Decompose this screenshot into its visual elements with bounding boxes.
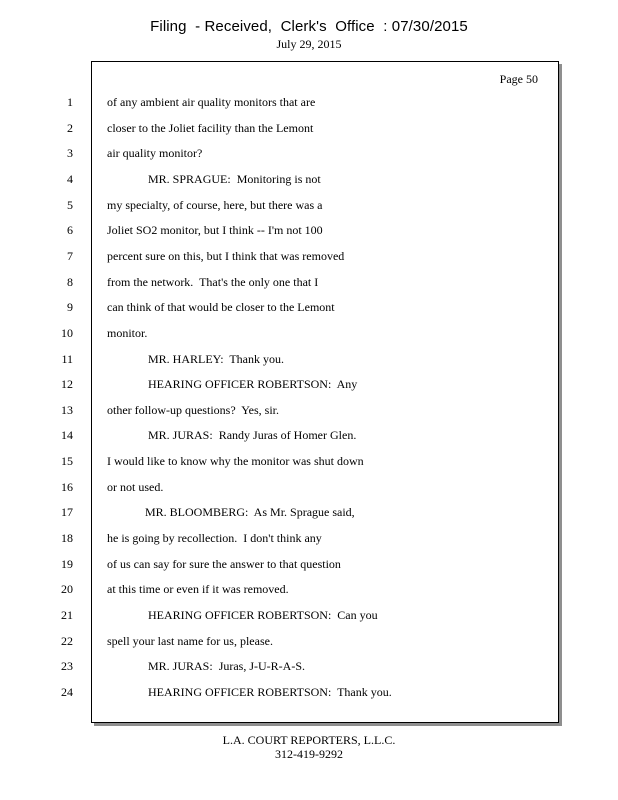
- line-text: HEARING OFFICER ROBERTSON: Any: [148, 377, 358, 391]
- line-number: 4: [67, 172, 73, 186]
- filing-stamp: Filing - Received, Clerk's Office : 07/30/2015: [150, 18, 468, 35]
- line-number: 20: [61, 582, 73, 596]
- line-number: 6: [67, 223, 73, 237]
- line-text: monitor.: [107, 326, 148, 340]
- page-number: Page 50: [499, 72, 538, 86]
- line-text: MR. JURAS: Juras, J-U-R-A-S.: [148, 659, 306, 673]
- line-number: 3: [67, 146, 73, 160]
- line-number: 9: [67, 300, 73, 314]
- line-text: other follow-up questions? Yes, sir.: [107, 403, 279, 417]
- line-number: 12: [61, 377, 73, 391]
- line-text: he is going by recollection. I don't think any: [107, 531, 322, 545]
- line-text: air quality monitor?: [107, 146, 203, 160]
- line-number: 10: [61, 326, 73, 340]
- line-text: my specialty, of course, here, but there was a: [107, 198, 323, 212]
- line-text: from the network. That's the only one that I: [107, 275, 319, 289]
- line-text: MR. SPRAGUE: Monitoring is not: [148, 172, 321, 186]
- transcript-page: [61, 61, 559, 723]
- line-text: at this time or even if it was removed.: [107, 582, 289, 596]
- line-number: 24: [61, 685, 73, 699]
- line-number: 14: [61, 428, 73, 442]
- line-number: 5: [67, 198, 73, 212]
- line-number: 23: [61, 659, 73, 673]
- line-text: I would like to know why the monitor was shut down: [107, 454, 364, 468]
- line-number: 18: [61, 531, 73, 545]
- line-number: 16: [61, 480, 73, 494]
- line-number: 15: [61, 454, 73, 468]
- line-text: can think of that would be closer to the Lemont: [107, 300, 335, 314]
- line-text: of us can say for sure the answer to that question: [107, 557, 341, 571]
- line-text: or not used.: [107, 480, 164, 494]
- hearing-date: July 29, 2015: [276, 37, 342, 51]
- line-text: of any ambient air quality monitors that are: [107, 95, 316, 109]
- line-number: 19: [61, 557, 73, 571]
- line-number: 13: [61, 403, 73, 417]
- line-text: MR. JURAS: Randy Juras of Homer Glen.: [148, 428, 357, 442]
- line-text: closer to the Joliet facility than the Lemont: [107, 121, 314, 135]
- line-text: MR. HARLEY: Thank you.: [148, 352, 285, 366]
- line-number: 2: [67, 121, 73, 135]
- line-text: HEARING OFFICER ROBERTSON: Can you: [148, 608, 378, 622]
- line-text: Joliet SO2 monitor, but I think -- I'm not 100: [107, 223, 323, 237]
- line-text: percent sure on this, but I think that was removed: [107, 249, 345, 263]
- line-number: 11: [61, 352, 73, 366]
- line-number: 7: [67, 249, 73, 263]
- line-number: 1: [67, 95, 73, 109]
- line-number: 8: [67, 275, 73, 289]
- line-text: spell your last name for us, please.: [107, 634, 273, 648]
- line-text: MR. BLOOMBERG: As Mr. Sprague said,: [145, 505, 355, 519]
- line-text: HEARING OFFICER ROBERTSON: Thank you.: [148, 685, 392, 699]
- reporter-company: L.A. COURT REPORTERS, L.L.C.: [222, 733, 396, 747]
- line-number: 22: [61, 634, 73, 648]
- line-number: 17: [61, 505, 73, 519]
- reporter-phone: 312-419-9292: [275, 747, 343, 761]
- line-number: 21: [61, 608, 73, 622]
